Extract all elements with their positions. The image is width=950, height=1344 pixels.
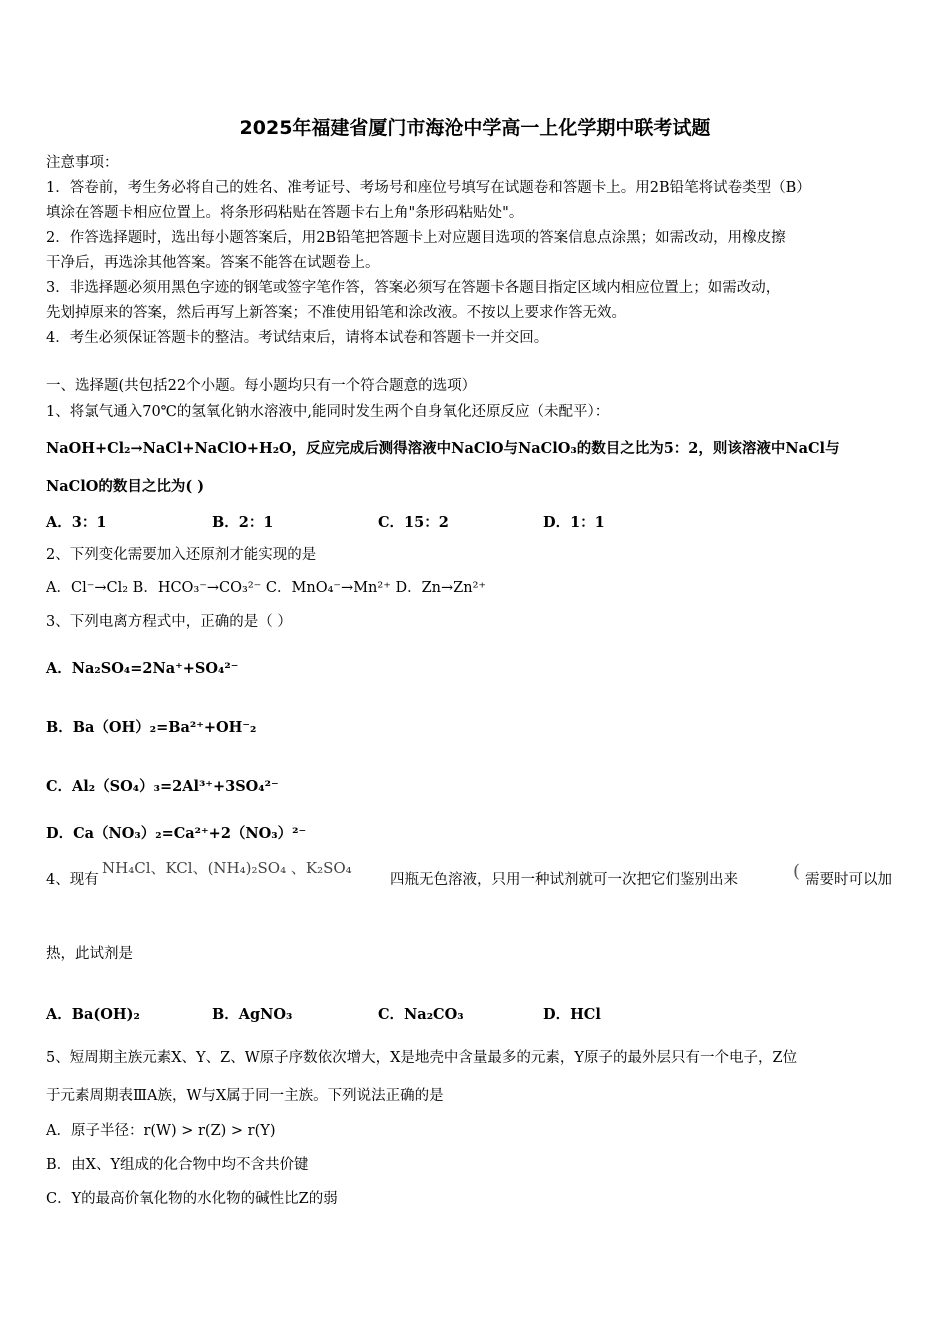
q4-option-a: A．Ba(OH)₂ bbox=[46, 1006, 140, 1023]
notice-heading: 注意事项： bbox=[46, 155, 119, 171]
q2-stem: 2、下列变化需要加入还原剂才能实现的是 bbox=[46, 547, 317, 563]
notice-line: 干净后，再选涂其他答案。答案不能答在试题卷上。 bbox=[46, 255, 380, 271]
notice-line: 2．作答选择题时，选出每小题答案后，用2B铅笔把答题卡上对应题目选项的答案信息点涂黑；如需改动，用橡皮擦 bbox=[46, 230, 786, 246]
q4-option-b: B．AgNO₃ bbox=[212, 1006, 293, 1023]
notice-line: 1．答卷前，考生务必将自己的姓名、准考证号、考场号和座位号填写在试题卷和答题卡上。用2B铅笔将试卷类型（B） bbox=[46, 180, 811, 196]
q1-question: NaClO的数目之比为( ) bbox=[46, 478, 205, 495]
q1-option-d: D．1：1 bbox=[543, 514, 605, 531]
q1-option-b: B．2：1 bbox=[212, 514, 274, 531]
q5-stem-2: 于元素周期表ⅢA族，W与X属于同一主族。下列说法正确的是 bbox=[46, 1088, 444, 1104]
q3-option-c: C．Al₂（SO₄）₃=2Al³⁺+3SO₄²⁻ bbox=[46, 778, 279, 795]
page-title: 2025年福建省厦门市海沧中学高一上化学期中联考试题 bbox=[239, 117, 711, 139]
q4-option-d: D．HCl bbox=[543, 1006, 601, 1023]
q2-options: A．Cl⁻→Cl₂ B．HCO₃⁻→CO₃²⁻ C．MnO₄⁻→Mn²⁺ D．Zn→Zn²⁺ bbox=[46, 580, 487, 596]
q4-option-c: C．Na₂CO₃ bbox=[378, 1006, 464, 1023]
q5-stem-1: 5、短周期主族元素X、Y、Z、W原子序数依次增大，X是地壳中含量最多的元素，Y原子的最外层只有一个电子，Z位 bbox=[46, 1050, 798, 1066]
q4-stem-paren: 需要时可以加 bbox=[805, 872, 892, 888]
q5-option-a: A．原子半径：r(W) > r(Z) > r(Y) bbox=[46, 1123, 276, 1139]
open-paren: ( bbox=[793, 861, 801, 882]
q3-option-a: A．Na₂SO₄=2Na⁺+SO₄²⁻ bbox=[46, 660, 239, 677]
notice-line: 4．考生必须保证答题卡的整洁。考试结束后，请将本试卷和答题卡一并交回。 bbox=[46, 330, 549, 346]
q4-formulas: NH₄Cl、KCl、(NH₄)₂SO₄ 、K₂SO₄ bbox=[102, 859, 352, 877]
q3-option-b: B．Ba（OH）₂=Ba²⁺+OH⁻₂ bbox=[46, 719, 257, 736]
q3-stem: 3、下列电离方程式中，正确的是（ ） bbox=[46, 614, 292, 630]
notice-line: 先划掉原来的答案，然后再写上新答案；不准使用铅笔和涂改液。不按以上要求作答无效。 bbox=[46, 305, 626, 321]
q5-option-c: C．Y的最高价氧化物的水化物的碱性比Z的弱 bbox=[46, 1191, 338, 1207]
section-heading: 一、选择题(共包括22个小题。每小题均只有一个符合题意的选项） bbox=[46, 378, 477, 394]
q1-option-c: C．15：2 bbox=[378, 514, 449, 531]
q1-option-a: A．3：1 bbox=[46, 514, 107, 531]
q4-stem-prefix: 4、现有 bbox=[46, 872, 99, 888]
q1-equation: NaOH+Cl₂→NaCl+NaClO+H₂O，反应完成后测得溶液中NaClO与NaClO₃的数目之比为5：2，则该溶液中NaCl与 bbox=[46, 440, 840, 457]
q3-option-d: D．Ca（NO₃）₂=Ca²⁺+2（NO₃）²⁻ bbox=[46, 825, 307, 842]
q4-stem-suffix: 四瓶无色溶液，只用一种试剂就可一次把它们鉴别出来 bbox=[390, 872, 738, 888]
q5-option-b: B．由X、Y组成的化合物中均不含共价键 bbox=[46, 1157, 309, 1173]
notice-line: 填涂在答题卡相应位置上。将条形码粘贴在答题卡右上角"条形码粘贴处"。 bbox=[46, 205, 524, 221]
notice-line: 3．非选择题必须用黑色字迹的钢笔或签字笔作答，答案必须写在答题卡各题目指定区域内相应位置上；如需改动， bbox=[46, 280, 781, 296]
q4-stem-2: 热，此试剂是 bbox=[46, 946, 133, 962]
q1-stem: 1、将氯气通入70℃的氢氧化钠水溶液中,能同时发生两个自身氧化还原反应（未配平）： bbox=[46, 404, 610, 420]
